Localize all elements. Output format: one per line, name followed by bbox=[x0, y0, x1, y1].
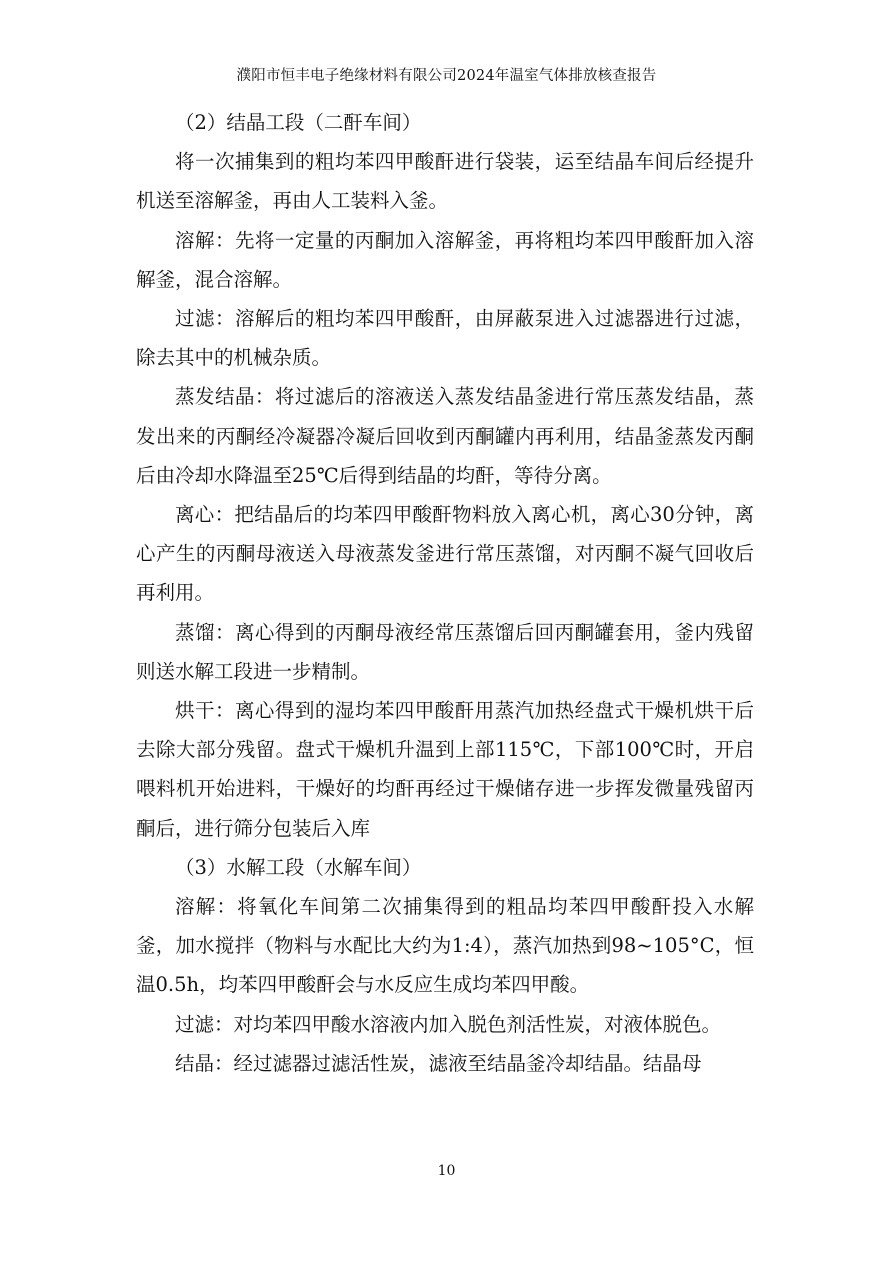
page-header: 濮阳市恒丰电子绝缘材料有限公司2024年温室气体排放核查报告 bbox=[236, 68, 657, 84]
paragraph-distillation: 蒸馏：离心得到的丙酮母液经常压蒸馏后回丙酮罐套用，釜内残留则送水解工段进一步精制。 bbox=[136, 620, 754, 683]
body-text bbox=[136, 103, 754, 1083]
paragraph-hydrolysis-filtration: 过滤：对均苯四甲酸水溶液内加入脱色剂活性炭，对液体脱色。 bbox=[175, 1012, 722, 1036]
section-heading-hydrolysis: （3）水解工段（水解车间） bbox=[175, 855, 422, 879]
paragraph-bagging: 将一次捕集到的粗均苯四甲酸酐进行袋装，运至结晶车间后经提升机送至溶解釜，再由人工装料入釜。 bbox=[136, 150, 754, 213]
paragraph-hydrolysis-crystallization: 结晶：经过滤器过滤活性炭，滤液至结晶釜冷却结晶。结晶母 bbox=[175, 1051, 702, 1075]
paragraph-filtration: 过滤：溶解后的粗均苯四甲酸酐，由屏蔽泵进入过滤器进行过滤，除去其中的机械杂质。 bbox=[136, 307, 754, 370]
paragraph-evaporation-crystallization: 蒸发结晶：将过滤后的溶液送入蒸发结晶釜进行常压蒸发结晶，蒸发出来的丙酮经冷凝器冷凝后回收到丙酮罐内再利用，结晶釜蒸发丙酮后由冷却水降温至25℃后得到结晶的均酐，等待分离。 bbox=[136, 385, 754, 487]
page-number: 10 bbox=[437, 1163, 456, 1179]
paragraph-dissolution: 溶解：先将一定量的丙酮加入溶解釜，再将粗均苯四甲酸酐加入溶解釜，混合溶解。 bbox=[136, 228, 754, 291]
paragraph-centrifuge: 离心：把结晶后的均苯四甲酸酐物料放入离心机，离心30分钟，离心产生的丙酮母液送入母液蒸发釜进行常压蒸馏，对丙酮不凝气回收后再利用。 bbox=[136, 503, 754, 605]
paragraph-hydrolysis-dissolution: 溶解：将氧化车间第二次捕集得到的粗品均苯四甲酸酐投入水解釜，加水搅拌（物料与水配比大约为1:4），蒸汽加热到98~105°C，恒温0.5h，均苯四甲酸酐会与水反应生成均苯四甲酸。 bbox=[136, 895, 754, 997]
section-heading-crystallization: （2）结晶工段（二酐车间） bbox=[175, 111, 422, 134]
paragraph-drying: 烘干：离心得到的湿均苯四甲酸酐用蒸汽加热经盘式干燥机烘干后去除大部分残留。盘式干燥机升温到上部115℃，下部100℃时，开启喂料机开始进料，干燥好的均酐再经过干燥储存进一步挥发微量残留丙酮后，进行筛分包装后入库 bbox=[136, 699, 754, 840]
